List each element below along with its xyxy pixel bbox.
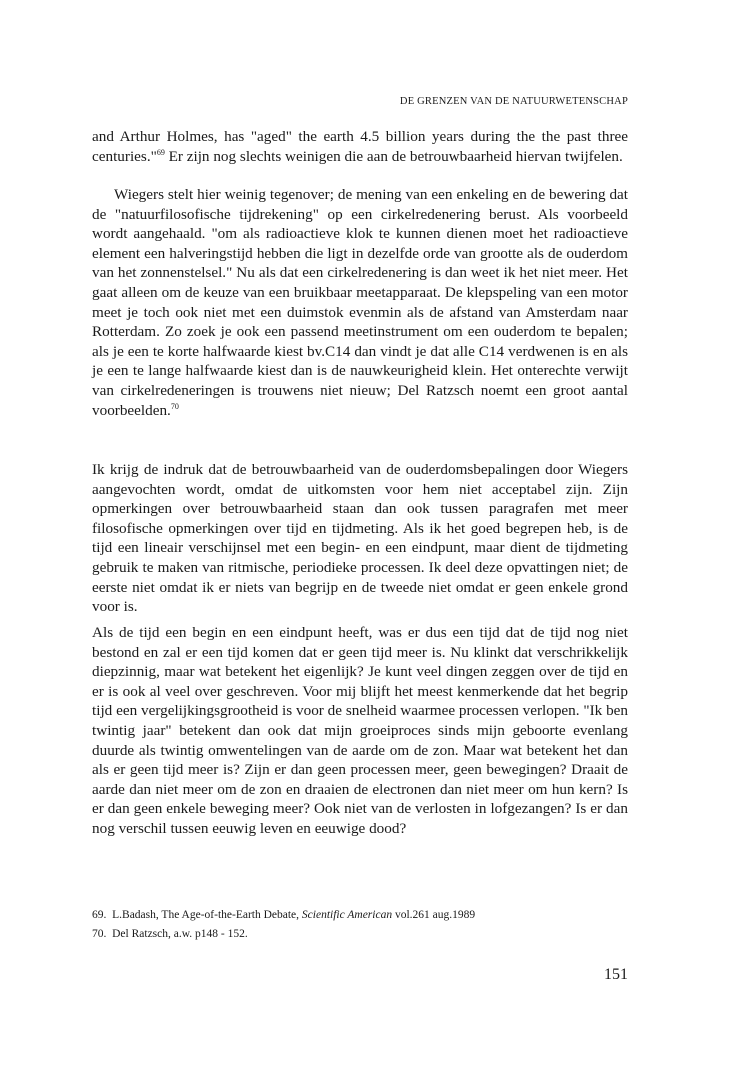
paragraph-3 [92, 460, 628, 617]
paragraph-1 [92, 127, 628, 166]
footnote-ref-70[interactable]: 70 [170, 401, 179, 411]
page-number: 151 [604, 966, 628, 983]
footnotes [92, 906, 628, 944]
paragraph-4-text: Als de tijd een begin en een eindpunt heeft, was er dus een tijd dat de tijd nog niet bestond en zal er een tijd komen dat er geen tijd meer is. Nu klinkt dat verschrikkelijk diepzinnig, maar wat betekent het eigenlijk? Je kunt veel dingen zeggen over de tijd en er is ook al veel over geschreven. Voor mij blijft het meest kenmerkende dat het begrip tijd een vergelijkingsgrootheid is voor de snelheid waarmee processen verlopen. "Ik ben twintig jaar" betekent dan ook dat mijn groeiproces sinds mijn geboorte evenlang duurde als twintig omwentelingen van de aarde om de zon. Maar wat betekent het dan als er geen tijd meer is? Zijn er dan geen processen meer, geen bewegingen? Draait de aarde dan niet meer om de zon en draaien de electronen dan niet meer om hun kern? Is er dan geen enkele beweging meer? Ook niet van de verlosten in lofgezangen? Is er dan nog verschil tussen eeuwig leven en eeuwige dood? [92, 624, 628, 837]
paragraph-3-text: Ik krijg de indruk dat de betrouwbaarheid van de ouderdomsbepalingen door Wiegers aangevochten wordt, omdat de uitkomsten voor hem niet acceptabel zijn. Zijn opmerkingen over betrouwbaarheid staan dan ook tussen paragrafen met meer filosofische opmerkingen over tijd en tijdmeting. Als ik het goed begrepen heb, is de tijd een lineair verschijnsel met een begin- en een eindpunt, maar dient de tijdmeting gebruik te maken van ritmische, periodieke processen. Ik deel deze opvattingen niet; de eerste niet omdat ik er niets van begrijp en de tweede niet omdat er geen enkele grond voor is. [92, 461, 628, 616]
paragraph-2 [92, 185, 628, 420]
running-head: DE GRENZEN VAN DE NATUURWETENSCHAP [399, 96, 628, 107]
footnote-ref-69[interactable]: 69 [156, 147, 165, 157]
paragraph-1-text: and Arthur Holmes, has "aged" the earth 4.5 billion years during the the past three centuries." [92, 128, 628, 165]
footnote-number: 69. [92, 909, 107, 921]
footnote-text: Del Ratzsch, a.w. p148 - 152. [112, 928, 248, 940]
paragraph-2-text: Wiegers stelt hier weinig tegenover; de mening van een enkeling en de bewering dat de "natuurfilosofische tijdrekening" op een cirkelredenering berust. Als voorbeeld wordt aangehaald. "om als radioactieve klok te kunnen dienen moet het radioactieve element een halveringstijd hebben die ligt in dezelfde orde van grootte als de ouderdom van het zonnenstelsel." Nu als dat een cirkelredenering is dan weet ik het niet meer. Het gaat alleen om de keuze van een bruikbaar meetapparaat. De klepspeling van een motor meet je toch ook niet met een duimstok evenmin als de afstand van Amsterdam naar Rotterdam. Zo zoek je ook een passend meetinstrument om een ouderdom te bepalen; als je een te korte halfwaarde kiest bv.C14 dan vindt je dat alle C14 verdwenen is en als je een te lange halfwaarde kiest dan is de nauwkeurigheid klein. Het onterechte verwijt van cirkelredeneringen is trouwens niet nieuw; Del Ratzsch noemt een groot aantal voorbeelden. [92, 186, 628, 419]
footnote-text-cont: vol.261 aug.1989 [392, 909, 476, 921]
footnote-70 [92, 925, 628, 944]
paragraph-4 [92, 623, 628, 839]
paragraph-1-text-cont: Er zijn nog slechts weinigen die aan de betrouwbaarheid hiervan twijfelen. [164, 147, 623, 165]
footnote-69 [92, 906, 628, 925]
footnote-journal: Scientific American [301, 909, 393, 921]
footnote-text: L.Badash, The Age-of-the-Earth Debate, [112, 909, 302, 921]
footnote-number: 70. [92, 928, 107, 940]
